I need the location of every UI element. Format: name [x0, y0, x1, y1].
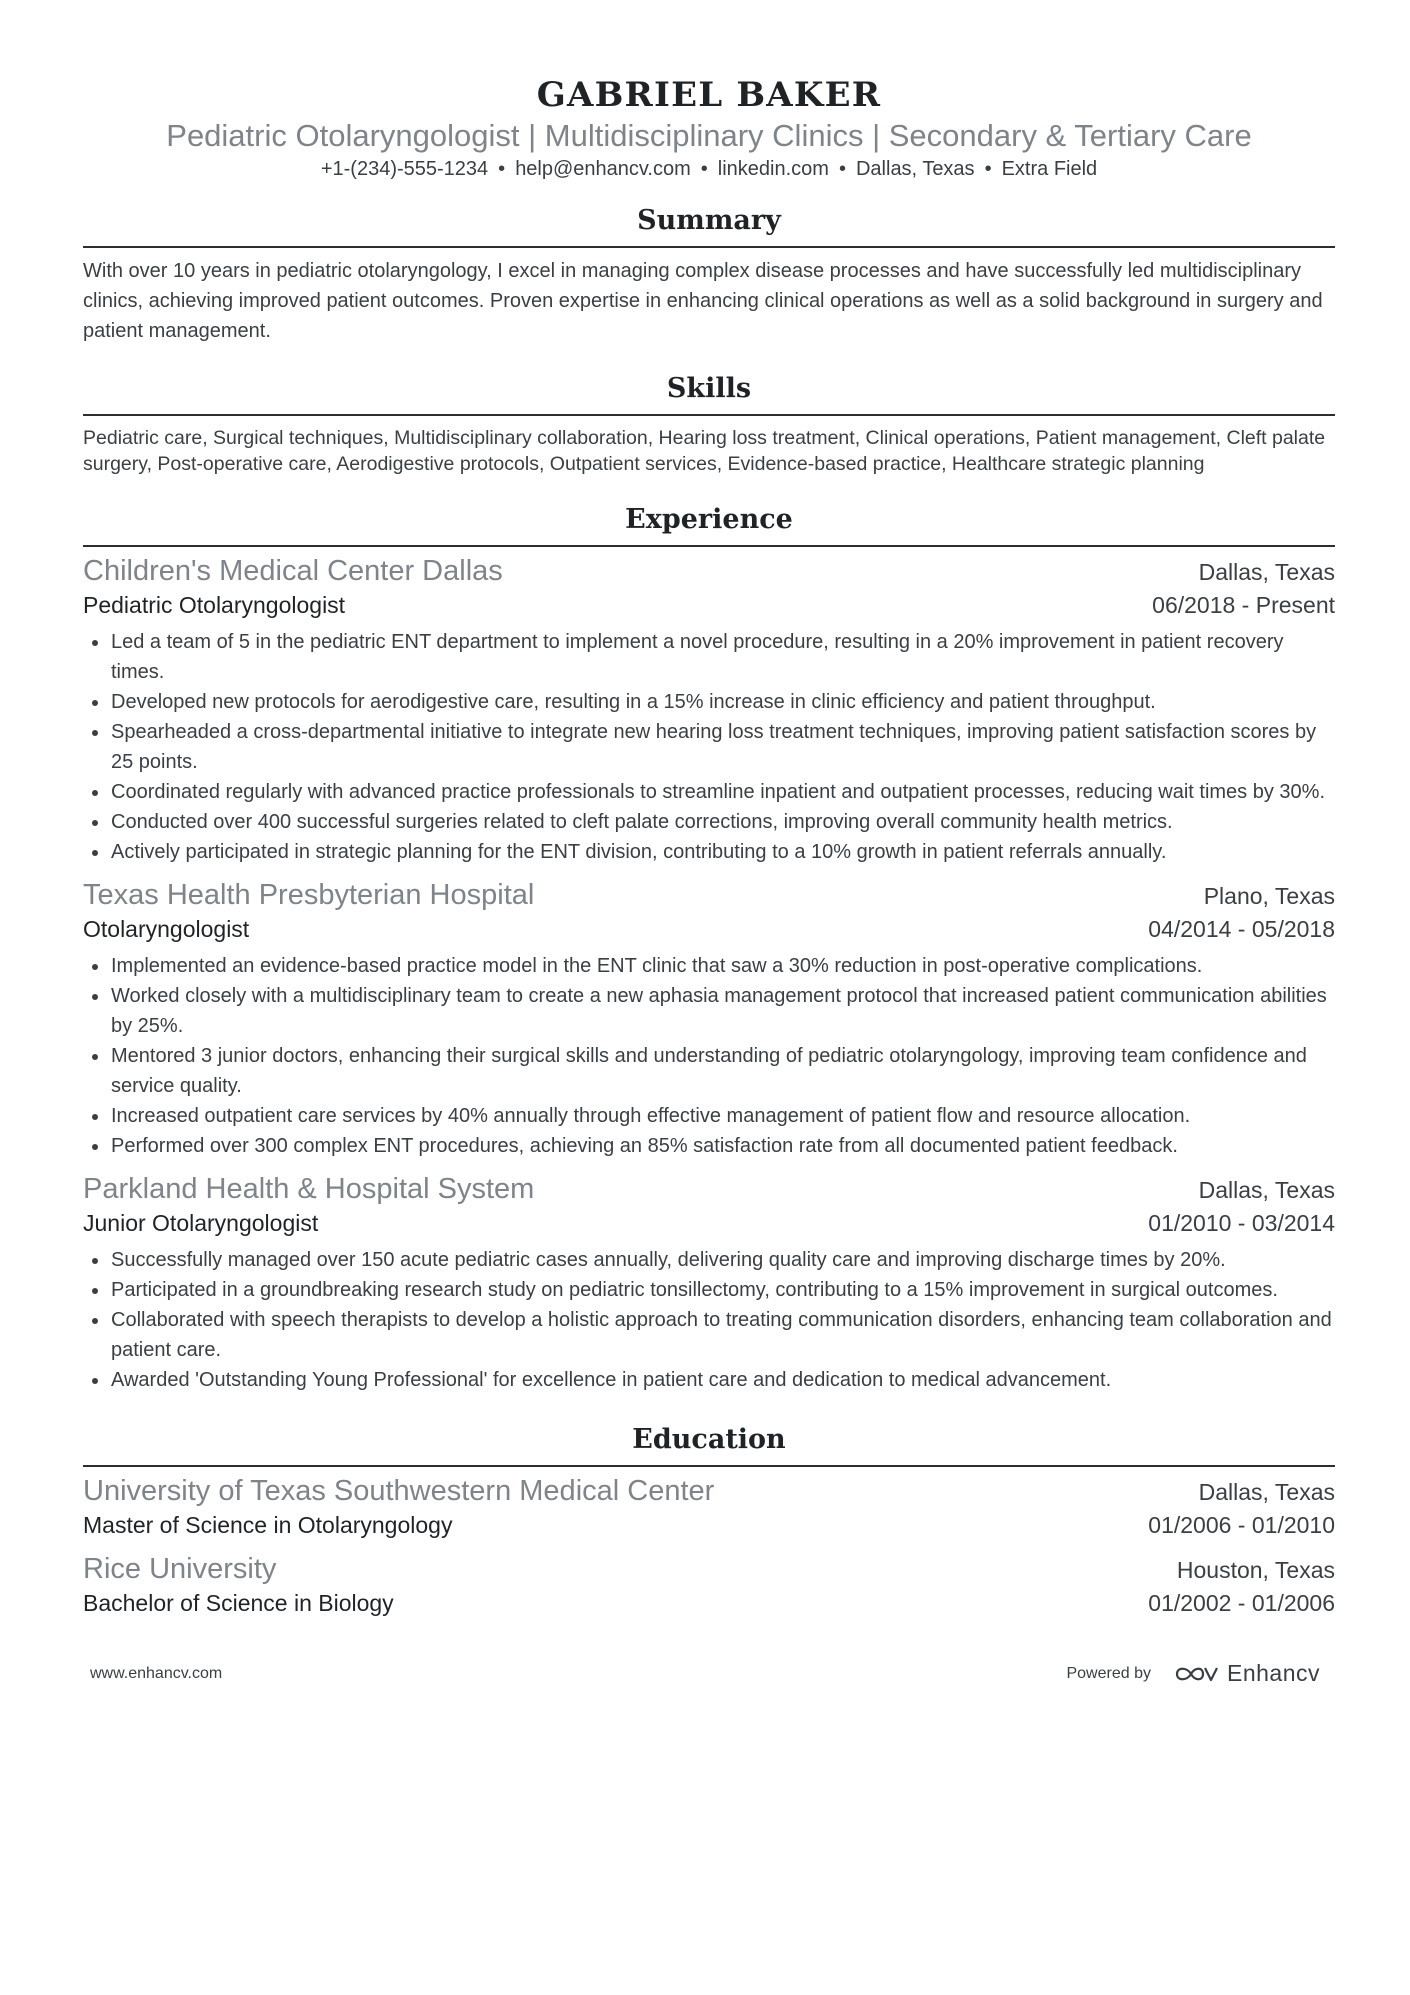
candidate-headline: Pediatric Otolaryngologist | Multidisciplinary Clinics | Secondary & Tertiary Care — [166, 118, 1252, 153]
footer-site-link[interactable]: www.enhancv.com — [90, 1664, 223, 1682]
section-title-education: Education — [83, 1423, 1335, 1467]
phone: +1-(234)-555-1234 — [320, 158, 489, 180]
company-name: Parkland Health & Hospital System — [83, 1173, 535, 1205]
education-dates: 01/2006 - 01/2010 — [1148, 1512, 1335, 1538]
summary-section — [83, 204, 1335, 346]
page-footer — [90, 1660, 1320, 1687]
brand-name: Enhancv — [1226, 1660, 1320, 1686]
list-item: Worked closely with a multidisciplinary team to create a new aphasia management protocol that increased patient communication abilities by 25%. — [83, 981, 1335, 1041]
brand-logo[interactable] — [1173, 1660, 1320, 1687]
list-item: Led a team of 5 in the pediatric ENT department to implement a novel procedure, resulting in a 20% improvement in patient recovery times. — [83, 627, 1335, 687]
list-item: Collaborated with speech therapists to develop a holistic approach to treating communication disorders, enhancing team collaboration and patient care. — [83, 1305, 1335, 1365]
extra-field: Extra Field — [1001, 158, 1098, 180]
job-dates: 04/2014 - 05/2018 — [1148, 916, 1335, 942]
education-entry — [83, 1551, 1335, 1619]
experience-section — [83, 503, 1335, 1395]
powered-by — [1066, 1660, 1320, 1687]
list-item: Participated in a groundbreaking research study on pediatric tonsillectomy, contributing to a 15% improvement in surgical outcomes. — [83, 1275, 1335, 1305]
location: Dallas, Texas — [855, 158, 975, 180]
job-dates: 06/2018 - Present — [1152, 592, 1335, 618]
list-item: Spearheaded a cross-departmental initiative to integrate new hearing loss treatment techniques, improving patient satisfaction scores by 25 points. — [83, 717, 1335, 777]
bullet-separator: • — [498, 158, 506, 180]
experience-entry — [83, 877, 1335, 1161]
candidate-name: GABRIEL BAKER — [536, 75, 882, 115]
section-title-summary: Summary — [83, 204, 1335, 248]
job-title: Pediatric Otolaryngologist — [83, 592, 346, 618]
job-location: Dallas, Texas — [1198, 1177, 1335, 1203]
education-dates: 01/2002 - 01/2006 — [1148, 1590, 1335, 1616]
list-item: Increased outpatient care services by 40% annually through effective management of patient flow and resource allocation. — [83, 1101, 1335, 1131]
degree: Master of Science in Otolaryngology — [83, 1512, 453, 1538]
section-title-skills: Skills — [83, 372, 1335, 416]
enhancv-logo-icon — [1173, 1662, 1219, 1686]
bullet-separator: • — [700, 158, 708, 180]
job-bullets — [83, 1245, 1335, 1395]
job-bullets — [83, 951, 1335, 1161]
contact-line — [83, 156, 1335, 182]
company-name: Children's Medical Center Dallas — [83, 555, 503, 587]
job-location: Plano, Texas — [1203, 883, 1335, 909]
list-item: Conducted over 400 successful surgeries related to cleft palate corrections, improving overall community health metrics. — [83, 807, 1335, 837]
school-name: Rice University — [83, 1553, 277, 1585]
bullet-separator: • — [838, 158, 846, 180]
education-section — [83, 1423, 1335, 1619]
job-title: Otolaryngologist — [83, 916, 250, 942]
experience-entry — [83, 553, 1335, 867]
company-name: Texas Health Presbyterian Hospital — [83, 879, 535, 911]
education-entry — [83, 1473, 1335, 1541]
powered-by-label: Powered by — [1066, 1664, 1151, 1682]
list-item: Performed over 300 complex ENT procedures, achieving an 85% satisfaction rate from all documented patient feedback. — [83, 1131, 1335, 1161]
list-item: Awarded 'Outstanding Young Professional' for excellence in patient care and dedication to medical advancement. — [83, 1365, 1335, 1395]
list-item: Successfully managed over 150 acute pediatric cases annually, delivering quality care and improving discharge times by 20%. — [83, 1245, 1335, 1275]
job-bullets — [83, 627, 1335, 867]
resume-page — [83, 0, 1335, 1619]
bullet-separator: • — [984, 158, 992, 180]
summary-text: With over 10 years in pediatric otolaryngology, I excel in managing complex disease processes and have successfully led multidisciplinary clinics, achieving improved patient outcomes. Proven expertise in enhancing clinical operations as well as a solid background in surgery and patient management. — [83, 260, 1323, 342]
skills-section — [83, 372, 1335, 477]
list-item: Implemented an evidence-based practice model in the ENT clinic that saw a 30% reduction in post-operative complications. — [83, 951, 1335, 981]
job-dates: 01/2010 - 03/2014 — [1148, 1210, 1335, 1236]
list-item: Mentored 3 junior doctors, enhancing their surgical skills and understanding of pediatric otolaryngology, improving team confidence and service quality. — [83, 1041, 1335, 1101]
list-item: Developed new protocols for aerodigestive care, resulting in a 15% increase in clinic efficiency and patient throughput. — [83, 687, 1335, 717]
list-item: Coordinated regularly with advanced practice professionals to streamline inpatient and outpatient processes, reducing wait times by 30%. — [83, 777, 1335, 807]
job-location: Dallas, Texas — [1198, 559, 1335, 585]
degree: Bachelor of Science in Biology — [83, 1590, 394, 1616]
school-location: Dallas, Texas — [1198, 1479, 1335, 1505]
job-title: Junior Otolaryngologist — [83, 1210, 319, 1236]
experience-entry — [83, 1171, 1335, 1395]
school-location: Houston, Texas — [1176, 1557, 1335, 1583]
linkedin-link[interactable]: linkedin.com — [717, 158, 829, 180]
email-link[interactable]: help@enhancv.com — [515, 158, 691, 180]
section-title-experience: Experience — [83, 503, 1335, 547]
list-item: Actively participated in strategic planning for the ENT division, contributing to a 10% growth in patient referrals annually. — [83, 837, 1335, 867]
skills-text: Pediatric care, Surgical techniques, Multidisciplinary collaboration, Hearing loss treatment, Clinical operations, Patient management, Cleft palate surgery, Post-operative care, Aerodigestive protocols, Outpatient services, Evidence-based practice, Healthcare strategic planning — [83, 427, 1326, 475]
school-name: University of Texas Southwestern Medical Center — [83, 1475, 715, 1507]
